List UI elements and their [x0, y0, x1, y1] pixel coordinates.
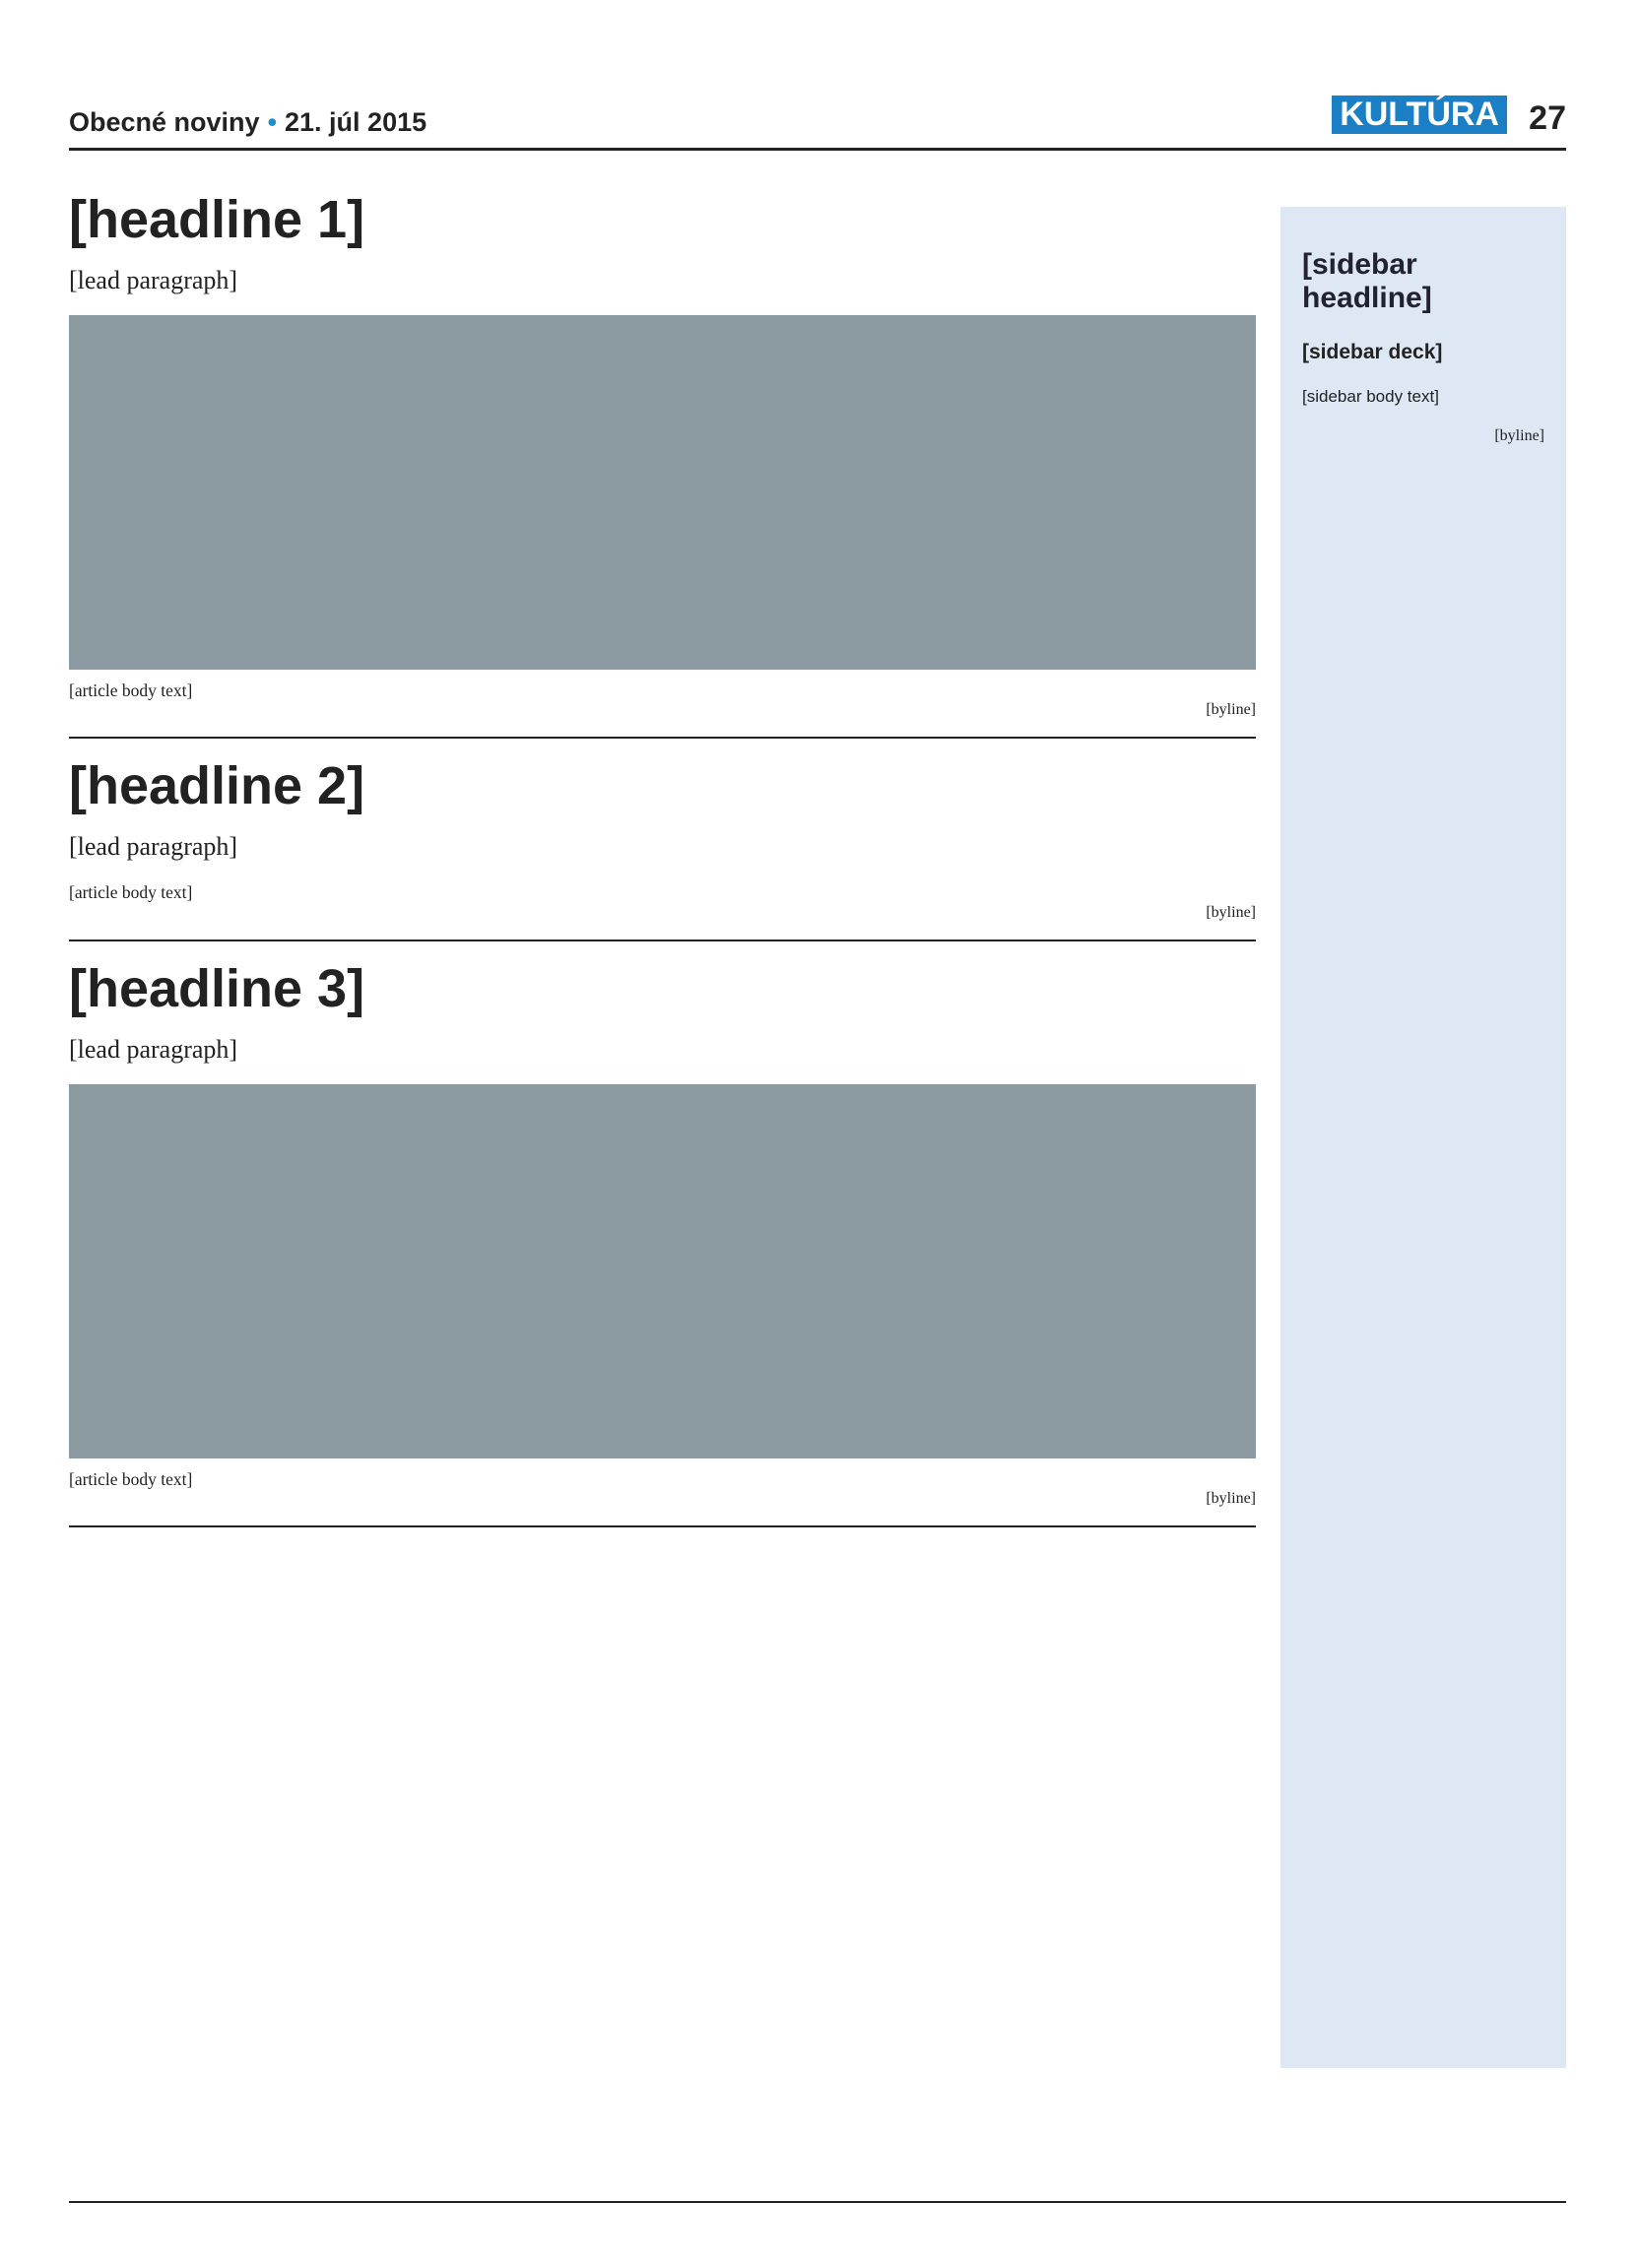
sidebar-deck: [sidebar deck] — [1302, 341, 1443, 363]
paper-name: Obecné noviny — [69, 107, 260, 137]
masthead — [69, 107, 426, 138]
article-body: [article body text] — [69, 680, 193, 700]
main-column — [69, 192, 1256, 1547]
issue-date: 21. júl 2015 — [285, 107, 427, 137]
footer-rule — [69, 2201, 1566, 2203]
article-byline: [byline] — [1206, 903, 1256, 921]
article-headline: [headline 1] — [69, 190, 365, 249]
article-lead: [lead paragraph] — [69, 265, 238, 294]
article-1 — [69, 192, 1256, 739]
article-byline: [byline] — [1206, 1490, 1256, 1508]
article-3 — [69, 958, 1256, 1527]
separator-dot: • — [267, 107, 278, 137]
section-label: KULTÚRA — [1332, 96, 1507, 134]
article-body: [article body text] — [69, 882, 193, 903]
article-2 — [69, 758, 1256, 940]
article-byline: [byline] — [1206, 701, 1256, 719]
sidebar-headline: [sidebar headline] — [1302, 248, 1432, 314]
page-number: 27 — [1529, 99, 1566, 137]
sidebar — [1280, 207, 1566, 2068]
sidebar-byline: [byline] — [1494, 426, 1544, 444]
article-lead: [lead paragraph] — [69, 1034, 238, 1064]
article-lead: [lead paragraph] — [69, 832, 238, 862]
page-header — [69, 94, 1566, 151]
article-body: [article body text] — [69, 1468, 193, 1489]
article-headline: [headline 2] — [69, 756, 365, 816]
article-headline: [headline 3] — [69, 958, 365, 1018]
castle-photo — [69, 315, 1256, 670]
railway-photo — [69, 1084, 1256, 1458]
sidebar-body: [sidebar body text] — [1302, 387, 1439, 406]
